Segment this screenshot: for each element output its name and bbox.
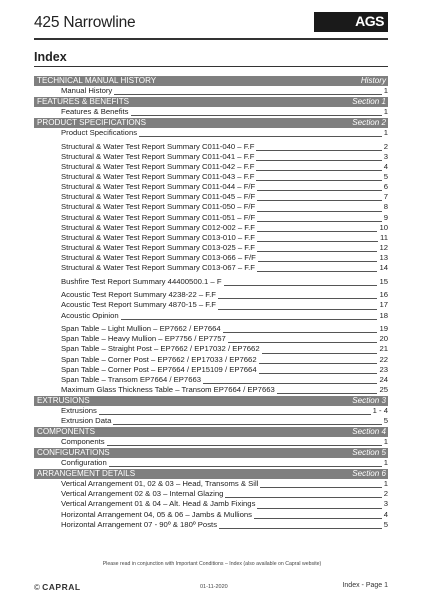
capral-logo [34,582,81,592]
ags-logo [314,12,388,32]
section-name: TECHNICAL MANUAL HISTORY [37,76,157,85]
toc-entry-page: 5 [383,172,388,182]
toc-entry-label: Structural & Water Test Report Summary C013-025 – F.F [61,242,255,252]
toc-entry-label: Vertical Arrangement 02 & 03 – Internal Glazing [61,489,224,499]
index-title: Index [34,50,67,64]
toc-entry-page: 2 [383,141,388,151]
toc-entry-label: Span Table – Light Mullion – EP7662 / EP7664 [61,324,221,334]
toc-entry-page: 14 [379,263,388,272]
toc-leader-line [61,466,388,467]
toc-entry[interactable] [34,489,388,499]
toc-entry-label: Acoustic Test Report Summary 4238-22 – F.F [61,290,216,300]
toc-entry[interactable] [34,128,388,138]
toc-entry[interactable] [34,300,388,310]
toc-entry-page: 10 [379,222,388,232]
section-header [34,427,388,437]
toc-entry-page: 19 [379,324,388,334]
toc-entry-page: 25 [379,384,388,394]
toc-entry[interactable] [34,290,388,300]
section-ref: Section 1 [352,97,386,107]
toc-entry[interactable] [34,499,388,509]
toc-entry-page: 6 [383,182,388,192]
toc-entry-label: Structural & Water Test Report Summary C011-044 – F/F [61,182,256,192]
toc-entry-label: Structural & Water Test Report Summary C012-002 – F.F [61,222,255,232]
toc-entry-label: Bushfire Test Report Summary 44400500.1 – F [61,276,222,286]
toc-entry-page: 9 [383,212,388,222]
toc-entry[interactable] [34,253,388,263]
toc-entry-label: Structural & Water Test Report Summary C011-041 – F.F [61,151,255,161]
toc-entry-page: 13 [379,252,388,262]
index-title-rule [34,66,388,67]
toc-entry[interactable] [34,213,388,223]
toc-entry-label: Horizontal Arrangement 07 - 90º & 180º Posts [61,519,218,529]
toc-entry-page: 21 [379,344,388,354]
header-rule [34,38,388,40]
toc-entry-label: Structural & Water Test Report Summary C011-051 – F/F [61,212,256,222]
toc-entry-label: Components [61,437,105,447]
toc-entry-label: Extrusions [61,405,97,415]
toc-entry[interactable] [34,107,388,117]
toc-entry-page: 3 [383,499,388,509]
toc-entry-label: Configuration [61,458,107,468]
section-header [34,396,388,406]
toc-entry-page: 5 [383,416,388,425]
toc-entry-label: Span Table – Corner Post – EP7664 / EP15109 / EP7664 [61,364,257,374]
toc-entry-page: 23 [379,364,388,374]
footer-page-number: Index - Page 1 [342,582,388,589]
section-name: CONFIGURATIONS [37,448,110,458]
footer-note: Please read in conjunction with Important Conditions – Index (also available on Capral website) [102,561,322,567]
toc-entry-page: 7 [383,192,388,202]
toc-entry-page: 1 [383,458,388,468]
section-header [34,118,388,128]
toc-entry-page: 1 [383,107,388,117]
toc-entry-page: 5 [383,519,388,529]
toc-entry-label: Structural & Water Test Report Summary C011-042 – F.F [61,162,255,172]
toc-entry[interactable] [34,172,388,182]
toc-entry[interactable] [34,182,388,192]
table-of-contents [34,75,388,530]
toc-entry-label: Acoustic Opinion [61,310,119,320]
toc-entry-page: 11 [380,232,388,242]
document-title: 425 Narrowline [34,14,136,31]
section-name: FEATURES & BENEFITS [37,97,130,107]
toc-entry-label: Acoustic Test Report Summary 4870-15 – F.F [61,300,216,310]
toc-entry[interactable] [34,416,388,426]
toc-entry[interactable] [34,324,388,334]
toc-entry-page: 16 [379,290,388,300]
toc-entry[interactable] [34,520,388,530]
toc-entry[interactable] [34,311,388,321]
toc-entry-page: 17 [379,300,388,310]
toc-entry-label: Horizontal Arrangement 04, 05 & 06 – Jambs & Mullions [61,509,253,519]
toc-entry[interactable] [34,365,388,375]
copyright-symbol: © [34,583,40,592]
toc-entry-label: Structural & Water Test Report Summary C013-067 – F.F [61,263,255,272]
toc-entry[interactable] [34,355,388,365]
toc-entry[interactable] [34,202,388,212]
section-header [34,97,388,107]
toc-entry-label: Maximum Glass Thickness Table – Transom EP7664 / EP7663 [61,384,275,394]
toc-entry-label: Vertical Arrangement 01, 02 & 03 – Head, Transoms & Sill [61,479,259,489]
toc-entry[interactable] [34,385,388,395]
toc-entry-page: 20 [379,334,388,344]
toc-entry[interactable] [34,152,388,162]
toc-entry[interactable] [34,263,388,273]
toc-entry-label: Extrusion Data [61,416,112,425]
toc-leader-line [61,445,388,446]
toc-entry-label: Structural & Water Test Report Summary C013-010 – F.F [61,232,255,242]
section-ref: Section 4 [352,427,386,437]
toc-entry-page: 15 [379,276,388,286]
toc-entry-page: 1 [383,128,388,138]
toc-entry-page: 8 [383,202,388,212]
toc-entry[interactable] [34,479,388,489]
toc-entry[interactable] [34,437,388,447]
footer-date: 01-11-2020 [200,584,228,590]
toc-entry-label: Vertical Arrangement 01 & 04 – Alt. Head & Jamb Fixings [61,499,256,509]
ags-logo-text: AGS [355,13,384,29]
toc-entry-page: 1 [383,437,388,447]
section-ref: History [360,76,386,85]
toc-entry[interactable] [34,162,388,172]
section-name: ARRANGEMENT DETAILS [37,469,136,479]
toc-entry-page: 4 [383,162,388,172]
toc-entry-page: 22 [379,354,388,364]
toc-leader-line [61,414,388,415]
toc-entry-page: 2 [383,489,388,499]
toc-entry-label: Span Table – Heavy Mullion – EP7756 / EP7757 [61,334,226,344]
toc-entry[interactable] [34,277,388,287]
toc-entry-label: Span Table – Straight Post – EP7662 / EP17032 / EP7662 [61,344,260,354]
toc-entry-page: 18 [379,310,388,320]
toc-entry[interactable] [34,375,388,385]
toc-entry[interactable] [34,223,388,233]
toc-entry-label: Structural & Water Test Report Summary C011-040 – F.F [61,141,255,151]
toc-entry-label: Span Table – Transom EP7664 / EP7663 [61,374,202,384]
toc-entry[interactable] [34,86,388,96]
toc-entry-label: Structural & Water Test Report Summary C011-045 – F/F [61,192,256,202]
toc-entry-page: 3 [383,151,388,161]
section-header [34,469,388,479]
toc-entry-label: Manual History [61,86,113,95]
section-ref: Section 6 [352,469,386,479]
toc-entry-page: 1 - 4 [372,405,388,415]
section-name: PRODUCT SPECIFICATIONS [37,118,146,128]
toc-entry-label: Span Table – Corner Post – EP7662 / EP17033 / EP7662 [61,354,257,364]
section-ref: Section 3 [352,395,386,405]
toc-entry-page: 1 [383,479,388,489]
toc-entry[interactable] [34,192,388,202]
toc-entry-label: Structural & Water Test Report Summary C011-050 – F/F [61,202,256,212]
section-name: COMPONENTS [37,427,96,437]
section-header [34,448,388,458]
toc-entry-page: 1 [383,86,388,95]
section-ref: Section 5 [352,448,386,458]
toc-entry-page: 4 [383,509,388,519]
toc-entry-page: 24 [379,374,388,384]
toc-entry[interactable] [34,344,388,354]
toc-entry[interactable] [34,233,388,243]
toc-entry[interactable] [34,510,388,520]
toc-entry[interactable] [34,243,388,253]
section-name: EXTRUSIONS [37,395,90,405]
toc-entry-label: Structural & Water Test Report Summary C013-066 – F/F [61,252,256,262]
toc-entry[interactable] [34,334,388,344]
toc-entry[interactable] [34,406,388,416]
toc-entry-label: Features & Benefits [61,107,129,117]
toc-entry[interactable] [34,458,388,468]
toc-entry-page: 12 [379,242,388,252]
section-header [34,76,388,86]
toc-entry[interactable] [34,142,388,152]
capral-brand: CAPRAL [42,582,81,592]
section-ref: Section 2 [352,118,386,128]
toc-entry-label: Product Specifications [61,128,138,138]
toc-entry-label: Structural & Water Test Report Summary C011-043 – F.F [61,172,255,182]
